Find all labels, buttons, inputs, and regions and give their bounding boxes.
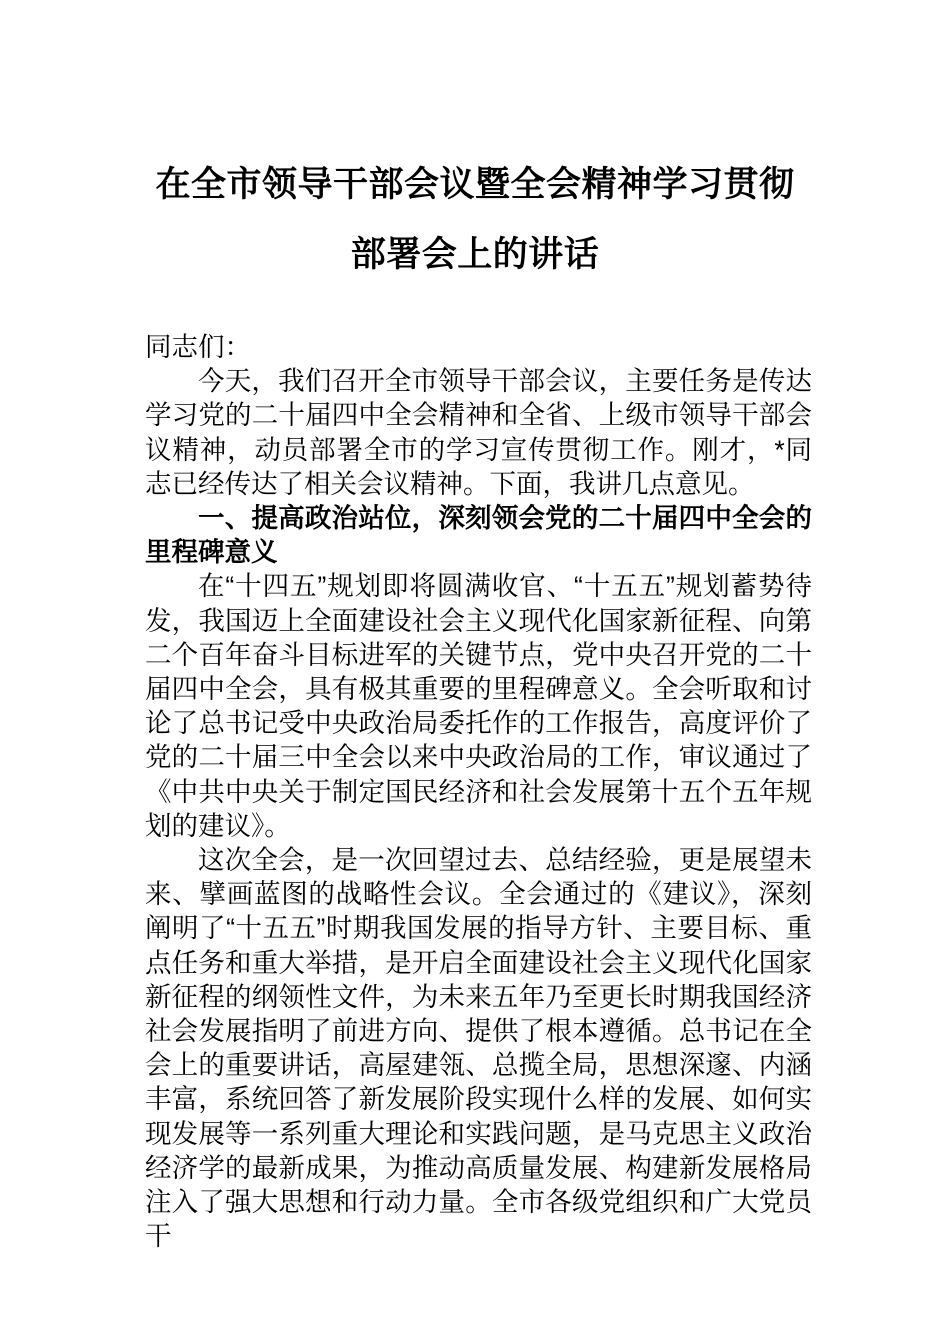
title-line-1: 在全市领导干部会议暨全会精神学习贯彻 <box>155 165 795 204</box>
salutation: 同志们： <box>145 332 251 362</box>
paragraph: 今天，我们召开全市领导干部会议，主要任务是传达学习党的二十届四中全会精神和全省、上级市领导干部会议精神，动员部署全市的学习宣传贯彻工作。刚才，*同志已经传达了相关会议精神。下面，我讲几点意见。 <box>145 366 812 499</box>
document-title <box>141 150 809 290</box>
paragraph: 这次全会，是一次回望过去、总结经验，更是展望未来、擘画蓝图的战略性会议。全会通过的《建议》，深刻阐明了“十五五”时期我国发展的指导方针、主要目标、重点任务和重大举措，是开启全面建设社会主义现代化国家新征程的纲领性文件，为未来五年乃至更长时期我国经济社会发展指明了前进方向、提供了根本遵循。总书记在全会上的重要讲话，高屋建瓴、总揽全局，思想深邃、内涵丰富，系统回答了新发展阶段实现什么样的发展、如何实现发展等一系列重大理论和实践问题，是马克思主义政治经济学的最新成果，为推动高质量发展、构建新发展格局注入了强大思想和行动力量。全市各级党组织和广大党员干 <box>145 845 812 1252</box>
document-body <box>145 330 812 1253</box>
section-heading: 一、提高政治站位，深刻领会党的二十届四中全会的里程碑意义 <box>145 503 812 568</box>
paragraph: 在“十四五”规划即将圆满收官、“十五五”规划蓄势待发，我国迈上全面建设社会主义现代化国家新征程、向第二个百年奋斗目标进军的关键节点，党中央召开党的二十届四中全会，具有极其重要的里程碑意义。全会听取和讨论了总书记受中央政治局委托作的工作报告，高度评价了党的二十届三中全会以来中央政治局的工作，审议通过了《中共中央关于制定国民经济和社会发展第十五个五年规划的建议》。 <box>145 571 812 841</box>
title-line-2: 部署会上的讲话 <box>350 235 600 274</box>
